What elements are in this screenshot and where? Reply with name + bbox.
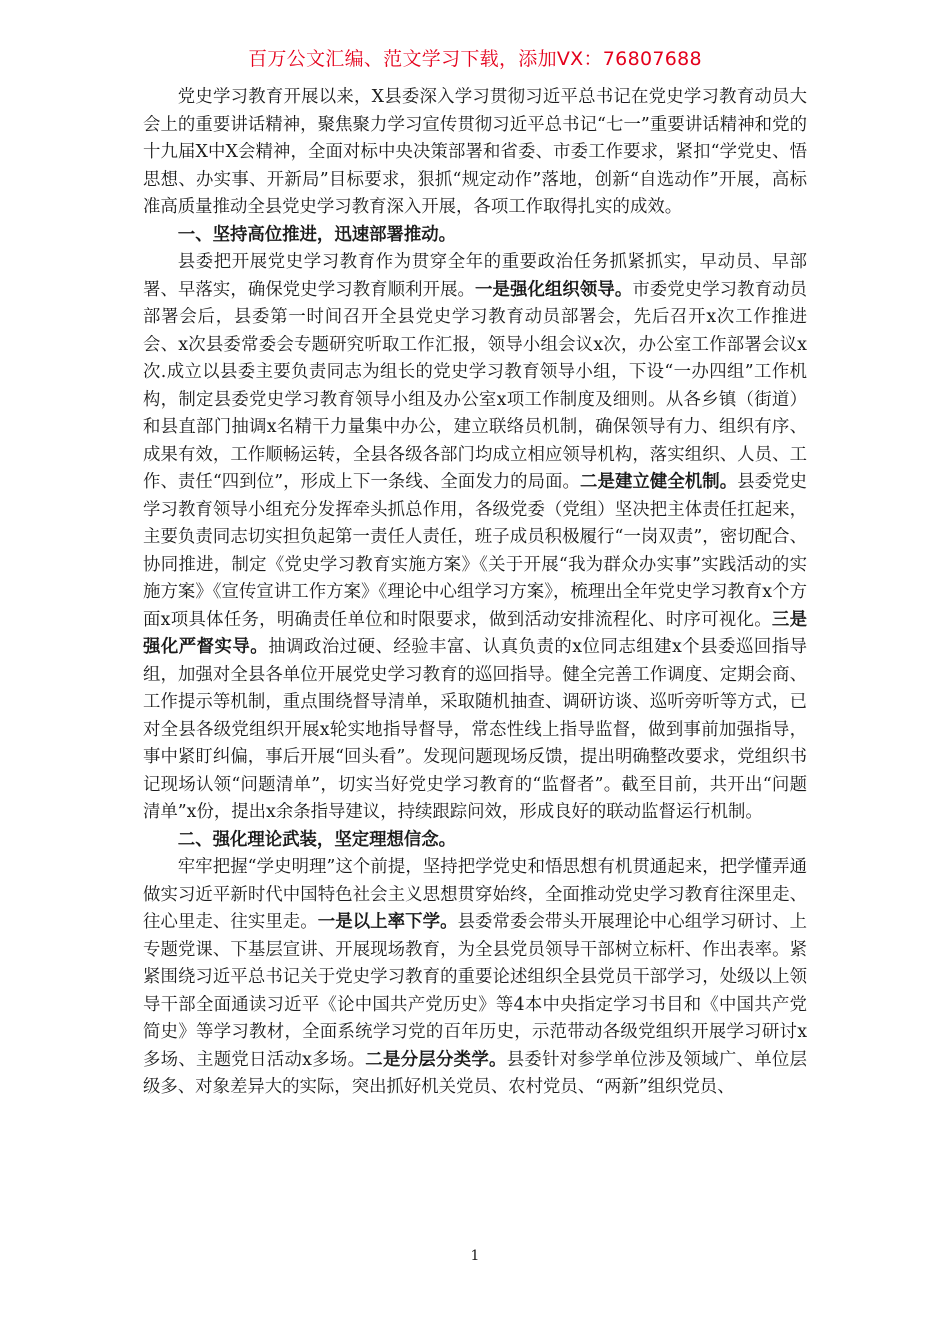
section-2-point-2-text: 县委针对参学单位涉及领域广、单位层级多、对象差异大的实际，突出抓好机关党员、农村党员、“两新”组织党员、: [143, 1049, 807, 1097]
header-banner: 百万公文汇编、范文学习下载，添加VX：76807688: [248, 48, 702, 70]
section-1-point-1-title: 一是强化组织领导。: [475, 279, 633, 300]
document-body: [143, 84, 807, 1102]
intro-text: 党史学习教育开展以来，X县委深入学习贯彻习近平总书记在党史学习教育动员大会上的重要讲话精神，聚焦聚力学习宣传贯彻习近平总书记“七一”重要讲话精神和党的十九届X中X会精神，全面对标中央决策部署和省委、市委工作要求，紧扣“学党史、悟思想、办实事、开新局”目标要求，狠抓“规定动作”落地，创新“自选动作”开展，高标准高质量推动全县党史学习教育深入开展，各项工作取得扎实的成效。: [143, 87, 807, 217]
section-heading-1: 一、坚持高位推进，迅速部署推动。: [177, 224, 457, 245]
section-2-paragraph: [143, 854, 807, 1102]
section-1-lead: 县委把开展党史学习教育作为贯穿全年的重要政治任务抓紧抓实，早动员、早部署、早落实，确保党史学习教育顺利开展。: [143, 252, 807, 300]
section-1-point-1-text: 市委党史学习教育动员部署会后，县委第一时间召开全县党史学习教育动员部署会，先后召开x次工作推进会、x次县委常委会专题研究听取工作汇报，领导小组会议x次，办公室工作部署会议x次.成立以县委主要负责同志为组长的党史学习教育领导小组，下设“一办四组”工作机构，制定县委党史学习教育领导小组及办公室x项工作制度及细则。从各乡镇（街道）和县直部门抽调x名精干力量集中办公，建立联络员机制，确保领导有力、组织有序、成果有效，工作顺畅运转，全县各级各部门均成立相应领导机构，落实组织、人员、工作、责任“四到位”，形成上下一条线、全面发力的局面。: [143, 279, 807, 492]
section-2-point-1-text: 县委常委会带头开展理论中心组学习研讨、上专题党课、下基层宣讲、开展现场教育，为全县党员领导干部树立标杆、作出表率。紧紧围绕习近平总书记关于党史学习教育的重要论述组织全县党员干部学习，处级以上领导干部全面通读习近平《论中国共产党历史》等4本中央指定学习书目和《中国共产党简史》等学习教材，全面系统学习党的百年历史，示范带动各级党组织开展学习研讨x多场、主题党日活动x多场。: [143, 912, 807, 1070]
section-1-point-2-text: 县委党史学习教育领导小组充分发挥牵头抓总作用，各级党委（党组）坚决把主体责任扛起来，主要负责同志切实担负起第一责任人责任，班子成员积极履行“一岗双责”，密切配合、协同推进，制定《党史学习教育实施方案》《关于开展“我为群众办实事”实践活动的实施方案》《宣传宣讲工作方案》《理论中心组学习方案》，梳理出全年党史学习教育x个方面x项具体任务，明确责任单位和时限要求，做到活动安排流程化、时序可视化。: [143, 472, 807, 630]
section-1-point-2-title: 二是建立健全机制。: [580, 472, 738, 492]
page-number: 1: [470, 1248, 480, 1264]
section-1-point-3-text: 抽调政治过硬、经验丰富、认真负责的x位同志组建x个县委巡回指导组，加强对全县各单位开展党史学习教育的巡回指导。健全完善工作调度、定期会商、工作提示等机制，重点围绕督导清单，采取随机抽查、调研访谈、巡听旁听等方式，已对全县各级党组织开展x轮实地指导督导，常态性线上指导监督，做到事前加强指导，事中紧盯纠偏，事后开展“回头看”。发现问题现场反馈，提出明确整改要求，党组织书记现场认领“问题清单”，切实当好党史学习教育的“监督者”。截至目前，共开出“问题清单”x份，提出x余条指导建议，持续跟踪问效，形成良好的联动监督运行机制。: [143, 637, 807, 822]
section-2-lead: 牢牢把握“学史明理”这个前提，坚持把学党史和悟思想有机贯通起来，把学懂弄通做实习近平新时代中国特色社会主义思想贯穿始终，全面推动党史学习教育往深里走、往心里走、往实里走。: [143, 857, 807, 932]
section-2-point-1-title: 一是以上率下学。: [317, 912, 458, 932]
section-2-point-2-title: 二是分层分类学。: [365, 1049, 507, 1070]
section-1-point-3-title: 三是强化严督实导。: [143, 609, 807, 657]
section-heading-2: 二、强化理论武装，坚定理想信念。: [177, 829, 457, 850]
intro-paragraph: [143, 84, 807, 222]
section-1-paragraph: [143, 249, 807, 827]
